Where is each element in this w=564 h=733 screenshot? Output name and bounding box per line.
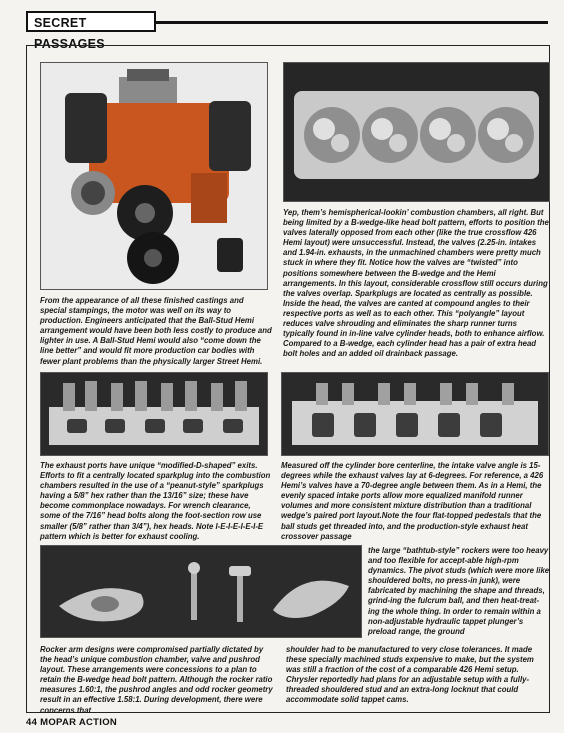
rocker-caption-right-top bbox=[368, 546, 550, 637]
rocker-photo bbox=[40, 545, 362, 638]
rocker-caption-right-bottom bbox=[286, 645, 550, 706]
section-title: SECRET PASSAGES bbox=[26, 11, 156, 32]
rocker-caption-left bbox=[40, 645, 276, 716]
rocker-caption-right-bottom-text: shoulder had to be manufactured to very close tolerances. It made these specially machined studs expensive to make, but the system was still a fraction of the cost of a comparable 426 Hemi setup. Chrysler reportedly had plans for an adjustable setup with a fully-threaded shouldered stud and an extra-long locknut that could accommodate solid tappet cams. bbox=[286, 645, 534, 705]
rocker-caption-right-top-text: the large “bathtub-style” rockers were too heavy and too flexible for accept-able high-rpm dynamics. The pivot studs (which were more like shouldered bolts, no press-in junk), were fabricated by machining the shape and threads, grind-ing the fulcrum ball, and then heat-treat-ing the whole thing. In order to remain within a non-adjustable hydraulic tappet plunger’s preload range, the ground bbox=[368, 546, 550, 636]
intake-caption bbox=[281, 461, 549, 542]
exhaust-caption bbox=[40, 461, 272, 542]
intake-caption-text: Measured off the cylinder bore centerline, the intake valve angle is 15-degrees while the exhaust valves lay at 6-degrees. For reference, a 426 Hemi’s valves have a 70-degree angle between them. As in a Hemi, the evenly spaced intake ports allow more equalized manifold runner volumes and more consistent mixture distribution than a traditional wedge’s paired port layout.Note the four flat-topped pedestals that the ball studs get threaded into, and the production-style exhaust heat crossover passage bbox=[281, 461, 544, 541]
chambers-caption bbox=[283, 208, 549, 359]
exhaust-photo bbox=[40, 372, 268, 456]
chambers-photo bbox=[283, 62, 550, 202]
engine-photo bbox=[40, 62, 268, 290]
engine-caption bbox=[40, 296, 272, 367]
page-footer: 44 MOPAR ACTION bbox=[26, 717, 118, 728]
chambers-caption-text: Yep, them’s hemispherical-lookin’ combustion chambers, all right. But being limited by a B-wedge-like head bolt pattern, efforts to position the valves laterally opposed from each other (like the true crossflow 426 Hemi layout) were unsuccessful. Instead, the valves (2.25-in. intakes and 1.94-in. exhausts, in the unmachined chambers were pretty much stuck in where they fit. Notice how the valves are “twisted” into positions somewhere between the B-wedge and the Hemi arrangements. In this layout, considerable crossflow still occurs during the valves overlap. Sparkplugs are located as centrally as possible. Inside the head, the valves are canted at compound angles to their respective ports as well as to each other. This “polyangle” layout reduces valve shrouding and eliminates the sharp runner turns typically found in in-line valve cylinder heads, both to enhance airflow. Compared to a B-wedge, each cylinder head has a pair of extra head bolt holes and an added oil drainback passage. bbox=[283, 208, 549, 359]
intake-photo bbox=[281, 372, 549, 456]
rocker-caption-left-text: Rocker arm designs were compromised partially dictated by the head’s unique combustion chamber, valve and pushrod layout. These arrangements were concessions to a plan to retain the B-wedge head bolt pattern. Although the rocker ratio measures 1.60:1, the pushrod angles and odd rocker geometry result in an effective 1.58:1. During development, there were concerns that bbox=[40, 645, 273, 715]
header-rule bbox=[156, 21, 548, 24]
exhaust-caption-text: The exhaust ports have unique “modified-D-shaped” exits. Efforts to fit a centrally located sparkplug into the combustion chambers resulted in the use of a “peanut-style” sparkplugs having a 5/8” hex rather than the 13/16” size; these have become commonplace nowadays. For wrench clearance, some of the 7/16” head bolts along the foot-section row use smaller (5/8” rather than 3/4”), hex heads. Note I-E-I-E-I-E-I-E pattern which is better for exhaust cooling. bbox=[40, 461, 271, 541]
engine-caption-text: From the appearance of all these finished castings and special stampings, the motor was well on its way to production. Engineers anticipated that the Ball-Stud Hemi arrangement would have been both less costly to produce and lighter in use. A Ball-Stud Hemi would also “come down the line better” and would fit more production car bodies with fewer plant problems than the physically larger Street Hemi. bbox=[40, 296, 272, 366]
